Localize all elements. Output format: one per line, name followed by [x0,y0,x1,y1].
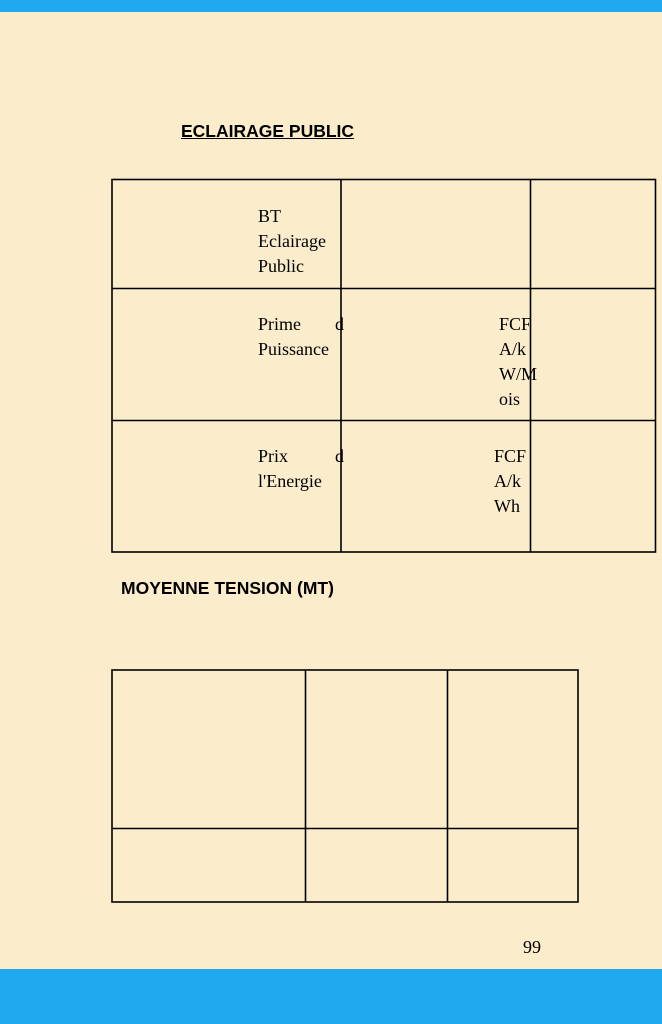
table-cell-line: FCF [499,314,532,334]
table-cell-word: d [335,446,344,466]
section-heading-eclairage-public: ECLAIRAGE PUBLIC [181,121,355,141]
table-cell-line: FCF [494,446,527,466]
table-cell-word: Prix [258,446,289,466]
table-1-row-2-label [258,312,344,362]
table-1-row-3-unit [494,444,530,519]
table-cell-line: l'Energie [258,471,322,491]
table-cell-line: Eclairage [258,231,326,251]
table-cell-line [258,312,344,337]
table-cell-line: Puissance [258,339,329,359]
table-cell-line: W/M [499,364,537,384]
table-cell-line: A/k [499,339,526,359]
table-cell-line [258,444,344,469]
section-heading-moyenne-tension: MOYENNE TENSION (MT) [121,578,334,598]
table-1-row-3-label [258,444,344,494]
table-1-row-2-unit [499,312,537,412]
table-cell-line: Public [258,256,305,276]
table-1-row-1-label [258,204,340,279]
table-cell-line: ois [499,389,521,409]
table-cell-line: Wh [494,496,520,516]
table-cell-word: Prime [258,314,301,334]
table-cell-line: BT [258,206,282,226]
table-cell-word: d [335,314,344,334]
bottom-bar [0,969,662,1024]
page-number: 99 [523,937,541,957]
table-cell-line: A/k [494,471,521,491]
